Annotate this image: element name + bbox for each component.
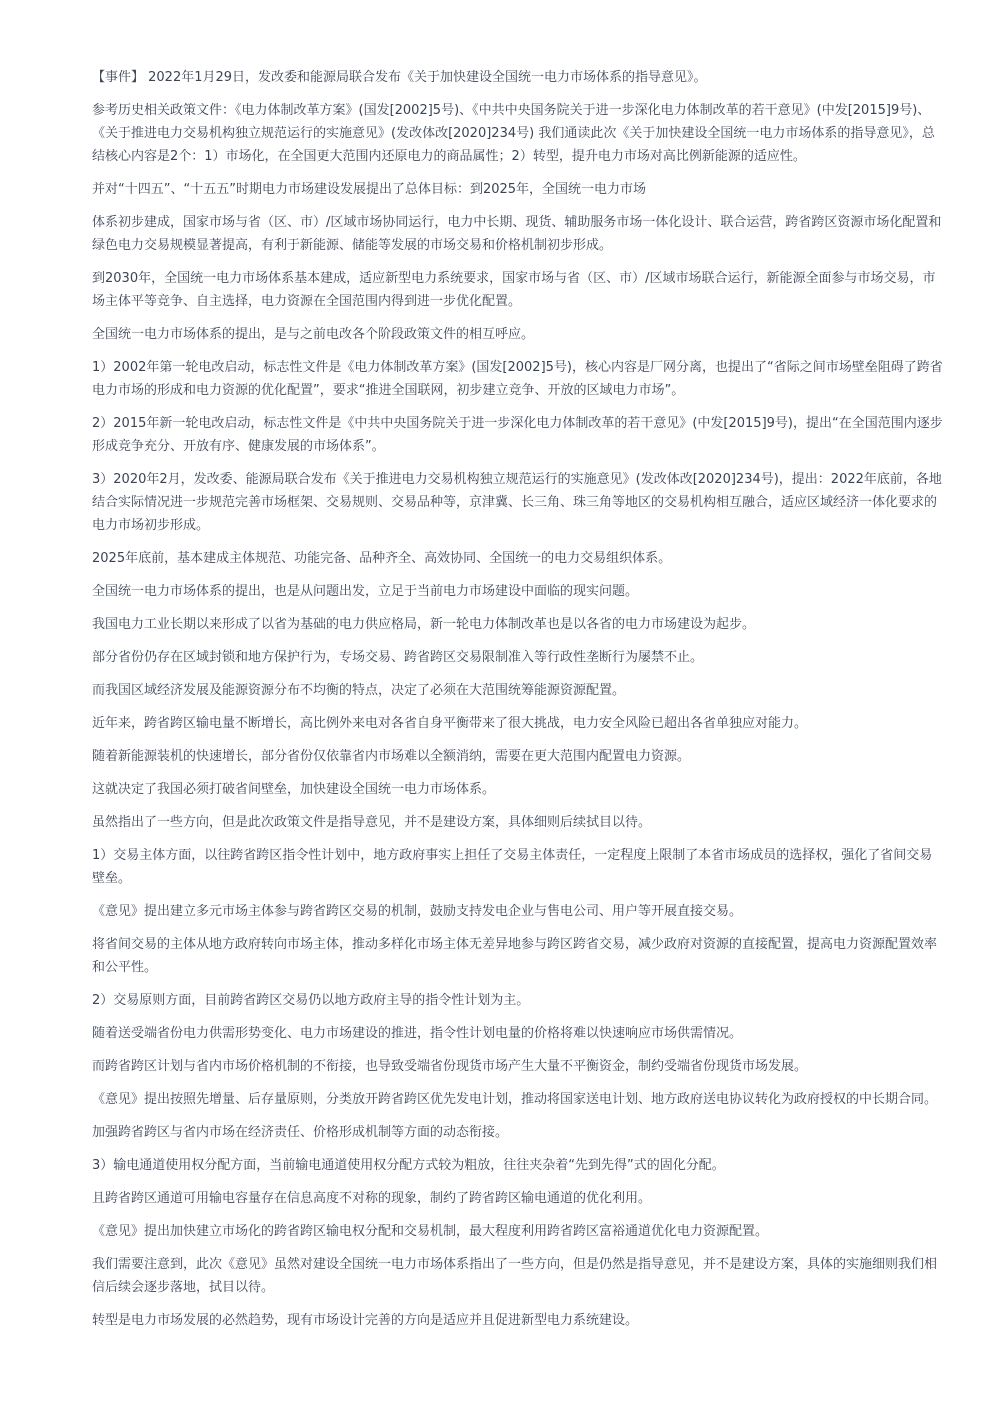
paragraph: 而跨省跨区计划与省内市场价格机制的不衔接，也导致受端省份现货市场产生大量不平衡资金，制约受端省份现货市场发展。 [92,1059,808,1074]
paragraph: 将省间交易的主体从地方政府转向市场主体，推动多样化市场主体无差异地参与跨区跨省交易，减少政府对资源的直接配置，提高电力资源配置效率和公平性。 [92,937,938,975]
paragraph: 《意见》提出建立多元市场主体参与跨省跨区交易的机制，鼓励支持发电企业与售电公司、用户等开展直接交易。 [92,904,743,919]
paragraph: 3）输电通道使用权分配方面，当前输电通道使用权分配方式较为粗放，往往夹杂着“先到先得”式的固化分配。 [92,1158,725,1173]
paragraph: 随着送受端省份电力供需形势变化、电力市场建设的推进，指令性计划电量的价格将难以快速响应市场供需情况。 [92,1026,743,1041]
paragraph: 2025年底前，基本建成主体规范、功能完备、品种齐全、高效协同、全国统一的电力交易组织体系。 [92,551,672,566]
paragraph: 1）2002年第一轮电改启动，标志性文件是《电力体制改革方案》(国发[2002]5号)，核心内容是厂网分离，也提出了“省际之间市场壁垒阻碍了跨省电力市场的形成和电力资源的优化配置”，要求“推进全国联网，初步建立竞争、开放的区域电力市场”。 [92,360,943,398]
paragraph: 《意见》提出按照先增量、后存量原则，分类放开跨省跨区优先发电计划，推动将国家送电计划、地方政府送电协议转化为政府授权的中长期合同。 [92,1092,938,1107]
paragraph-event: 【事件】 2022年1月29日，发改委和能源局联合发布《关于加快建设全国统一电力市场体系的指导意见》。 [92,70,707,85]
paragraph: 全国统一电力市场体系的提出，也是从问题出发，立足于当前电力市场建设中面临的现实问题。 [92,584,639,599]
paragraph: 2）2015年新一轮电改启动，标志性文件是《中共中央国务院关于进一步深化电力体制改革的若干意见》(中发[2015]9号)，提出“在全国范围内逐步形成竞争充分、开放有序、健康发展的市场体系”。 [92,416,943,454]
paragraph: 3）2020年2月，发改委、能源局联合发布《关于推进电力交易机构独立规范运行的实施意见》(发改体改[2020]234号)，提出：2022年底前，各地结合实际情况进一步规范完善市场框架、交易规则、交易品种等，京津冀、长三角、珠三角等地区的交易机构相互融合，适应区域经济一体化要求的电力市场初步形成。 [92,472,942,533]
paragraph: 我国电力工业长期以来形成了以省为基础的电力供应格局，新一轮电力体制改革也是以各省的电力市场建设为起步。 [92,617,756,632]
paragraph: 全国统一电力市场体系的提出，是与之前电改各个阶段政策文件的相互呼应。 [92,327,535,342]
paragraph: 且跨省跨区通道可用输电容量存在信息高度不对称的现象，制约了跨省跨区输电通道的优化利用。 [92,1191,652,1206]
paragraph: 我们需要注意到，此次《意见》虽然对建设全国统一电力市场体系指出了一些方向，但是仍然是指导意见，并不是建设方案，具体的实施细则我们相信后续会逐步落地，拭目以待。 [92,1257,938,1295]
paragraph: 这就决定了我国必须打破省间壁垒，加快建设全国统一电力市场体系。 [92,782,496,797]
article-body [92,66,944,1342]
paragraph: 虽然指出了一些方向，但是此次政策文件是指导意见，并不是建设方案，具体细则后续拭目以待。 [92,815,652,830]
paragraph: 并对“十四五”、“十五五”时期电力市场建设发展提出了总体目标：到2025年，全国统一电力市场 [92,182,647,197]
paragraph: 参考历史相关政策文件：《电力体制改革方案》(国发[2002]5号)、《中共中央国务院关于进一步深化电力体制改革的若干意见》(中发[2015]9号)、《关于推进电力交易机构独立规范运行的实施意见》(发改体改[2020]234号) 我们通读此次《关于加快建设全国统一电力市场体系的指导意见》，总结核心内容是2个：1）市场化，在全国更大范围内还原电力的商品属性；2）转型，提升电力市场对高比例新能源的适应性。 [92,103,935,164]
paragraph: 随着新能源装机的快速增长，部分省份仅依靠省内市场难以全额消纳，需要在更大范围内配置电力资源。 [92,749,691,764]
paragraph: 到2030年，全国统一电力市场体系基本建成，适应新型电力系统要求，国家市场与省（区、市）/区域市场联合运行，新能源全面参与市场交易，市场主体平等竞争、自主选择，电力资源在全国范围内得到进一步优化配置。 [92,271,936,309]
paragraph: 部分省份仍存在区域封锁和地方保护行为，专场交易、跨省跨区交易限制准入等行政性垄断行为屡禁不止。 [92,650,704,665]
paragraph: 1）交易主体方面，以往跨省跨区指令性计划中，地方政府事实上担任了交易主体责任，一定程度上限制了本省市场成员的选择权，强化了省间交易壁垒。 [92,848,933,886]
paragraph: 而我国区域经济发展及能源资源分布不均衡的特点，决定了必须在大范围统筹能源资源配置。 [92,683,626,698]
paragraph: 转型是电力市场发展的必然趋势，现有市场设计完善的方向是适应并且促进新型电力系统建设。 [92,1313,639,1328]
paragraph: 加强跨省跨区与省内市场在经济责任、价格形成机制等方面的动态衔接。 [92,1125,509,1140]
paragraph: 2）交易原则方面，目前跨省跨区交易仍以地方政府主导的指令性计划为主。 [92,993,530,1008]
paragraph: 《意见》提出加快建立市场化的跨省跨区输电权分配和交易机制，最大程度利用跨省跨区富裕通道优化电力资源配置。 [92,1224,769,1239]
paragraph: 近年来，跨省跨区输电量不断增长，高比例外来电对各省自身平衡带来了很大挑战，电力安全风险已超出各省单独应对能力。 [92,716,808,731]
paragraph: 体系初步建成，国家市场与省（区、市）/区域市场协同运行，电力中长期、现货、辅助服务市场一体化设计、联合运营，跨省跨区资源市场化配置和绿色电力交易规模显著提高，有利于新能源、储能等发展的市场交易和价格机制初步形成。 [92,215,942,253]
